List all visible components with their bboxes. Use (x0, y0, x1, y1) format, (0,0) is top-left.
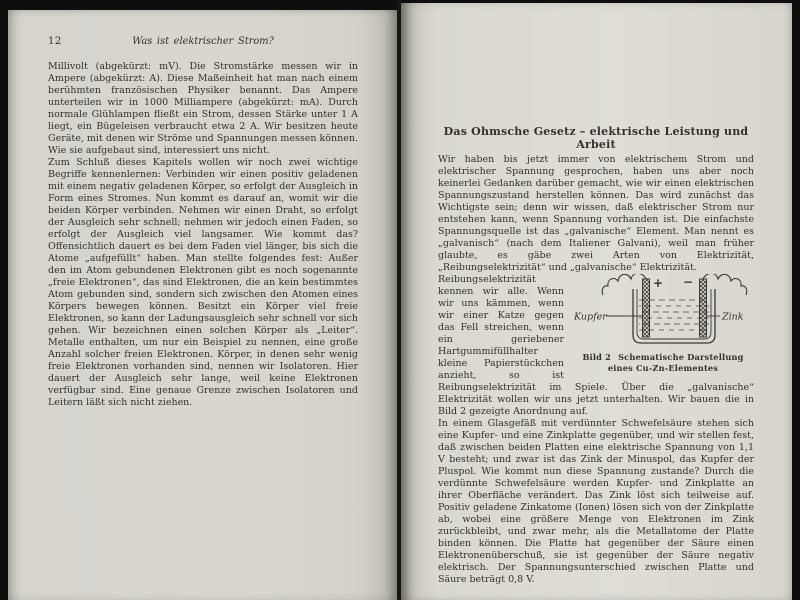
figure-caption-text: Schematische Darstellung (618, 352, 744, 362)
running-head: Was ist elektrischer Strom? (132, 36, 274, 47)
right-para-2: In einem Glasgefäß mit verdünnter Schwefelsäure stehen sich eine Kupfer- und eine Zinkplatte gegenüber, und wir stellen fest, daß zwischen beiden Platten eine elektrische Spannung von 1,1 V besteht; und zwar ist das Zink der Minuspol, das Kupfer der Pluspol. Wie kommt nun diese Spannung zustande? Durch die verdünnte Schwefelsäure werden Kupfer- und Zinkplatte an ihrer Oberfläche verändert. Das Zink löst sich teilweise auf. Positiv geladene Zinkatome (Ionen) lösen sich von der Zinkplatte ab, wobei eine größere Menge von Elektronen im Zink zurückbleibt, und zwar mehr, als die Metallatome der Platte binden können. Die Platte hat gegenüber der Säure einen Elektronenüberschuß, sie ist gegenüber der Säure negativ elektrisch. Der Spannungsunterschied zwischen Platte und Säure beträgt 0,8 V. (438, 418, 754, 585)
left-para-2: Zum Schluß dieses Kapitels wollen wir noch zwei wichtige Begriffe kennenlernen: Verbinden wir einen positiv geladenen mit einem negativ geladenen Körper, so erfolgt der Ausgleich in Form eines Stromes. Nun kommt es darauf an, womit wir die beiden Körper verbinden. Nehmen wir einen Draht, so erfolgt der Ausgleich sehr schnell; nehmen wir jedoch einen Faden, so erfolgt der Ausgleich viel langsamer. Wie kommt das? Offensichtlich dauert es bei dem Faden viel länger, bis sich die Atome „aufgefüllt“ haben. Man stellte folgendes fest: Außer den im Atom gebundenen Elektronen gibt es noch sogenannte „freie Elektronen“, das sind Elektronen, die an kein bestimmtes Atom gebunden sind, sondern sich zwischen den Atomen eines Körpers bewegen können. Besitzt ein Körper viel freie Elektronen, so kann der Ladungsausgleich sehr schnell vor sich gehen. Wir bezeichnen einen solchen Körper als „Leiter“. Metalle enthalten, um nur ein Beispiel zu nennen, eine große Anzahl solcher freien Elektronen. Körper, in denen sehr wenig freie Elektronen vorhanden sind, nennen wir Isolatoren. Hier dauert der Ausgleich sehr lange, weil keine Elektronen verfügbar sind. Eine genaue Grenze zwischen Isolatoren und Leitern läßt sich nicht ziehen. (48, 157, 358, 408)
figure-caption-number: Bild 2 (582, 352, 612, 362)
figure-caption-line1 (572, 352, 754, 363)
copper-label: Kupfer (574, 311, 607, 323)
minus-sign: − (683, 275, 694, 289)
zinc-plate (700, 279, 707, 337)
plus-sign: + (653, 276, 664, 290)
right-page-body (438, 154, 754, 586)
right-page (401, 3, 792, 600)
figure-caption-line2: eines Cu-Zn-Elementes (607, 362, 719, 373)
right-para-intro: Wir haben bis jetzt immer von elektrischem Strom und elektrischer Spannung gesprochen, haben uns aber noch keinerlei Gedanken darüber gemacht, wie wir einen elektrischen Spannungszustand herstellen können. Das wird zunächst das Wichtigste sein; denn wir wissen, daß elektrischer Strom nur entstehen kann, wenn Spannung vorhanden ist. Die einfachste Spannungsquelle ist das „galvanische“ Element. Man nennt es „galvanisch“ (nach dem Italiener Galvani), weil man früher glaubte, es gäbe zwei Arten von Elektrizität, „Reibungselektrizität“ und „galvanische“ Elektrizität. (438, 154, 754, 273)
figure-caption (572, 352, 754, 373)
cu-zn-figure (572, 274, 754, 373)
copper-plate (643, 279, 650, 337)
left-page (8, 10, 397, 600)
right-para-wrap-block (438, 274, 754, 418)
right-para-wrap: Reibungselektrizität kennen wir alle. Wenn wir uns kämmen, wenn wir einer Katze gegen das Fell streichen, wenn ein geriebener Hartgummifüllhalter kleine Papierstückchen anzieht, so ist Reibungselektrizität im Spiele. Über die „galvanische“ Elektrizität wollen wir uns jetzt unterhalten. Wir bauen die in Bild 2 gezeigte Anordnung auf. (438, 274, 754, 417)
left-page-header (48, 36, 358, 52)
right-wire (703, 274, 747, 295)
page-number: 12 (48, 36, 62, 47)
cu-zn-cell-diagram (572, 274, 754, 348)
left-wire (602, 274, 646, 295)
left-page-body (48, 61, 358, 409)
chapter-title: Das Ohmsche Gesetz – elektrische Leistung und Arbeit (443, 125, 749, 151)
zinc-label: Zink (722, 311, 744, 323)
left-para-1: Millivolt (abgekürzt: mV). Die Stromstärke messen wir in Ampere (abgekürzt: A). Diese Maßeinheit hat man nach einem berühmten französischen Physiker benannt. Das Ampere unterteilen wir in 1000 Milliampere (abgekürzt: mA). Durch normale Glühlampen fließt ein Strom, dessen Stärke unter 1 A liegt, ein Bügeleisen verbraucht etwa 2 A. Wir besitzen heute Geräte, mit denen wir Ströme und Spannungen messen können. Wie sie aufgebaut sind, interessiert uns nicht. (48, 61, 358, 156)
